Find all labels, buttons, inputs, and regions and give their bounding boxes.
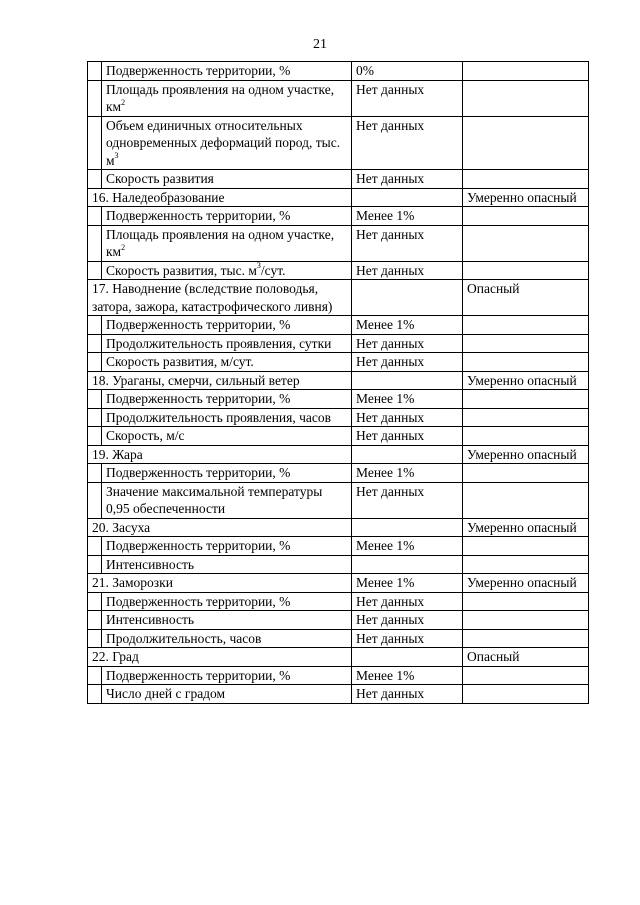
indent-cell [88, 353, 102, 372]
rating-cell [463, 390, 589, 409]
rating-cell [463, 427, 589, 446]
parameter-name-cell [102, 80, 352, 116]
row-name: 16. Наледеобразование [92, 189, 225, 205]
value-cell: Менее 1% [352, 574, 463, 593]
parameter-name-cell [102, 353, 352, 372]
rating-cell [463, 261, 589, 280]
value-cell: Менее 1% [352, 464, 463, 483]
indent-cell [88, 316, 102, 335]
parameter-name-cell [102, 685, 352, 704]
rating-cell [463, 482, 589, 518]
value-cell: Нет данных [352, 334, 463, 353]
rating-cell [463, 537, 589, 556]
row-name: Скорость, м/с [106, 428, 185, 443]
rating-cell [463, 62, 589, 81]
hazard-row [88, 371, 589, 390]
parameter-row [88, 629, 589, 648]
rating-cell [463, 225, 589, 261]
rating-cell [463, 408, 589, 427]
rating-cell: Умеренно опасный [463, 445, 589, 464]
parameter-row [88, 427, 589, 446]
parameter-row [88, 170, 589, 189]
indent-cell [88, 116, 102, 170]
table-body [88, 62, 589, 704]
indent-cell [88, 170, 102, 189]
row-name: Скорость развития, м/сут. [106, 354, 254, 369]
parameter-name-cell [102, 207, 352, 226]
indent-cell [88, 261, 102, 280]
value-cell: Менее 1% [352, 316, 463, 335]
hazard-name-cell [88, 188, 352, 207]
value-cell: Нет данных [352, 611, 463, 630]
page-number: 21 [313, 37, 327, 52]
parameter-name-cell [102, 555, 352, 574]
row-name: Интенсивность [106, 612, 195, 627]
parameter-row [88, 592, 589, 611]
row-name: 18. Ураганы, смерчи, сильный ветер [92, 372, 300, 388]
rating-cell [463, 555, 589, 574]
indent-cell [88, 408, 102, 427]
parameter-row [88, 666, 589, 685]
indent-cell [88, 629, 102, 648]
value-cell: Нет данных [352, 116, 463, 170]
parameter-name-cell [102, 116, 352, 170]
parameter-name-cell [102, 170, 352, 189]
row-name: Скорость развития [106, 171, 214, 186]
rating-cell [463, 464, 589, 483]
value-cell [352, 188, 463, 207]
hazard-table [87, 61, 589, 704]
parameter-name-cell [102, 427, 352, 446]
hazard-row [88, 445, 589, 464]
value-cell: Нет данных [352, 629, 463, 648]
row-name: Подверженность территории, % [106, 391, 291, 406]
indent-cell [88, 482, 102, 518]
parameter-row [88, 353, 589, 372]
indent-cell [88, 537, 102, 556]
value-cell: 0% [352, 62, 463, 81]
hazard-row [88, 648, 589, 667]
rating-cell [463, 685, 589, 704]
row-name: Площадь проявления на одном участке, км [106, 226, 335, 259]
rating-cell [463, 611, 589, 630]
row-name: Продолжительность проявления, сутки [106, 335, 332, 351]
parameter-row [88, 408, 589, 427]
rating-cell [463, 116, 589, 170]
indent-cell [88, 334, 102, 353]
value-cell [352, 555, 463, 574]
value-cell [352, 445, 463, 464]
parameter-name-cell [102, 592, 352, 611]
parameter-row [88, 261, 589, 280]
indent-cell [88, 592, 102, 611]
unit-superscript: 3 [256, 261, 261, 270]
row-name: Интенсивность [106, 556, 195, 572]
rating-cell: Умеренно опасный [463, 188, 589, 207]
value-cell: Нет данных [352, 80, 463, 116]
hazard-row [88, 574, 589, 593]
parameter-name-cell [102, 482, 352, 518]
value-cell: Нет данных [352, 592, 463, 611]
rating-cell: Умеренно опасный [463, 518, 589, 537]
indent-cell [88, 207, 102, 226]
indent-cell [88, 225, 102, 261]
row-name: Продолжительность, часов [106, 630, 262, 646]
row-name: 20. Засуха [92, 519, 151, 535]
row-name: 19. Жара [92, 446, 143, 462]
row-name: Объем единичных относительных одновременных деформаций пород, тыс. м [106, 117, 341, 168]
parameter-row [88, 555, 589, 574]
parameter-row [88, 80, 589, 116]
row-name: Значение максимальной температуры 0,95 обеспеченности [106, 483, 323, 516]
value-cell: Менее 1% [352, 666, 463, 685]
row-name: 21. Заморозки [92, 575, 173, 590]
rating-cell [463, 316, 589, 335]
parameter-row [88, 537, 589, 556]
value-cell: Нет данных [352, 482, 463, 518]
indent-cell [88, 685, 102, 704]
value-cell [352, 280, 463, 316]
parameter-row [88, 611, 589, 630]
parameter-name-cell [102, 611, 352, 630]
value-cell: Нет данных [352, 685, 463, 704]
value-cell: Менее 1% [352, 390, 463, 409]
row-name: Площадь проявления на одном участке, км [106, 81, 335, 114]
hazard-name-cell [88, 371, 352, 390]
rating-cell [463, 207, 589, 226]
parameter-row [88, 482, 589, 518]
indent-cell [88, 427, 102, 446]
rating-cell [463, 666, 589, 685]
rating-cell: Умеренно опасный [463, 371, 589, 390]
rating-cell [463, 334, 589, 353]
row-name: Подверженность территории, % [106, 538, 291, 553]
parameter-name-cell [102, 225, 352, 261]
rating-cell [463, 592, 589, 611]
value-cell: Нет данных [352, 261, 463, 280]
parameter-name-cell [102, 666, 352, 685]
hazard-name-cell [88, 518, 352, 537]
row-name: Скорость развития, тыс. м [106, 262, 257, 278]
parameter-row [88, 207, 589, 226]
value-cell: Нет данных [352, 225, 463, 261]
hazard-name-cell [88, 648, 352, 667]
unit-superscript: 3 [114, 151, 119, 160]
row-name: Подверженность территории, % [106, 667, 291, 683]
parameter-name-cell [102, 464, 352, 483]
hazard-row [88, 188, 589, 207]
parameter-row [88, 225, 589, 261]
value-cell: Нет данных [352, 408, 463, 427]
value-cell: Нет данных [352, 170, 463, 189]
row-name: 17. Наводнение (вследствие половодья, затора, зажора, катастрофического ливня) [92, 281, 333, 314]
unit-superscript: 2 [121, 97, 126, 107]
indent-cell [88, 666, 102, 685]
value-cell: Менее 1% [352, 207, 463, 226]
parameter-name-cell [102, 408, 352, 427]
row-name: Подверженность территории, % [106, 593, 291, 609]
parameter-row [88, 390, 589, 409]
indent-cell [88, 80, 102, 116]
parameter-row [88, 685, 589, 704]
unit-suffix: /сут. [260, 262, 286, 278]
unit-superscript: 2 [121, 242, 126, 252]
indent-cell [88, 464, 102, 483]
hazard-row [88, 280, 589, 316]
hazard-name-cell [88, 574, 352, 593]
parameter-name-cell [102, 62, 352, 81]
rating-cell [463, 80, 589, 116]
value-cell: Менее 1% [352, 537, 463, 556]
parameter-name-cell [102, 390, 352, 409]
row-name: Подверженность территории, % [106, 317, 291, 332]
row-name: 22. Град [92, 649, 139, 664]
parameter-name-cell [102, 334, 352, 353]
rating-cell: Опасный [463, 648, 589, 667]
indent-cell [88, 555, 102, 574]
hazard-row [88, 518, 589, 537]
parameter-row [88, 464, 589, 483]
parameter-row [88, 116, 589, 170]
parameter-name-cell [102, 261, 352, 280]
row-name: Число дней с градом [106, 686, 226, 701]
indent-cell [88, 390, 102, 409]
indent-cell [88, 611, 102, 630]
rating-cell: Умеренно опасный [463, 574, 589, 593]
value-cell: Нет данных [352, 427, 463, 446]
parameter-name-cell [102, 537, 352, 556]
indent-cell [88, 62, 102, 81]
value-cell [352, 371, 463, 390]
hazard-name-cell [88, 280, 352, 316]
value-cell: Нет данных [352, 353, 463, 372]
row-name: Продолжительность проявления, часов [106, 409, 332, 425]
hazard-name-cell [88, 445, 352, 464]
rating-cell [463, 170, 589, 189]
value-cell [352, 518, 463, 537]
value-cell [352, 648, 463, 667]
rating-cell: Опасный [463, 280, 589, 316]
parameter-row [88, 334, 589, 353]
parameter-name-cell [102, 629, 352, 648]
row-name: Подверженность территории, % [106, 208, 291, 223]
parameter-row [88, 62, 589, 81]
rating-cell [463, 353, 589, 372]
parameter-row [88, 316, 589, 335]
rating-cell [463, 629, 589, 648]
row-name: Подверженность территории, % [106, 465, 291, 480]
row-name: Подверженность территории, % [106, 63, 291, 78]
parameter-name-cell [102, 316, 352, 335]
